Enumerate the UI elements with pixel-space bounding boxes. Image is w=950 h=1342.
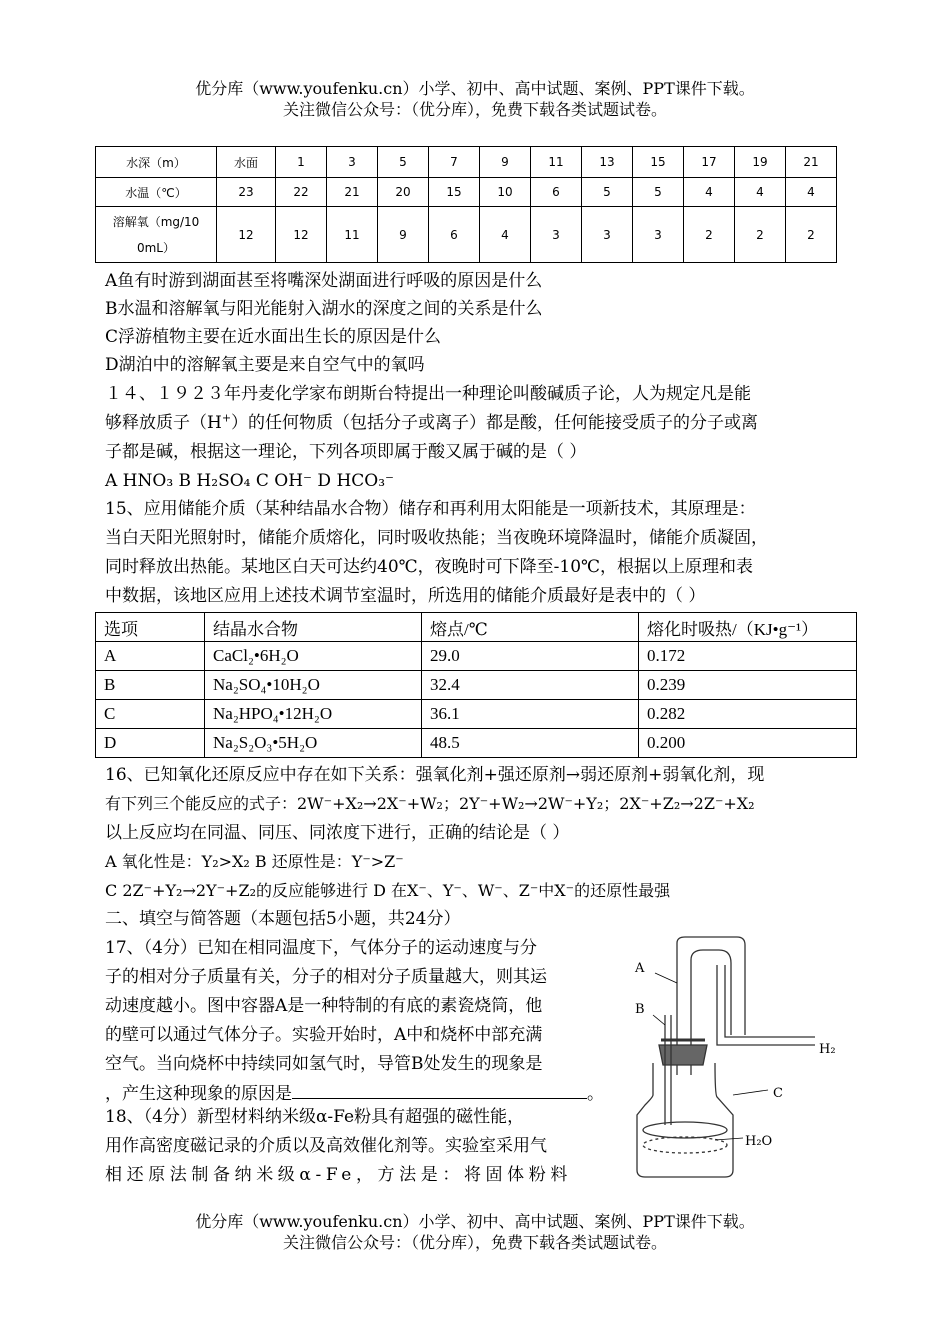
table-row: [96, 642, 857, 671]
q17-line-4: 的壁可以通过气体分子。实验开始时，A中和烧杯中部充满: [105, 1025, 543, 1045]
q15-line-3: 同时释放出热能。某地区白天可达约40℃，夜晚时可下降至-10℃，根据以上原理和表: [105, 557, 754, 577]
table-header: 熔点/℃: [422, 613, 639, 642]
table-row: [96, 700, 857, 729]
table-cell: 4: [786, 178, 837, 207]
table-cell: 11: [327, 207, 378, 263]
apparatus-figure: [625, 935, 855, 1185]
q14-line-2-a: 够释放质子（H: [105, 413, 222, 433]
table-cell: 6: [531, 178, 582, 207]
q16-line-2: 有下列三个能反应的式子：2W⁻+X₂→2X⁻+W₂；2Y⁻+W₂→2W⁻+Y₂；2X⁻+Z₂→2Z⁻+X₂: [105, 794, 755, 813]
q16-line-5: C 2Z⁻+Y₂→2Y⁻+Z₂的反应能够进行 D 在X⁻、Y⁻、W⁻、Z⁻中X⁻的还原性最强: [105, 881, 671, 900]
table-cell: 12: [276, 207, 327, 263]
footer-line-2: 关注微信公众号：（优分库），免费下载各类试题试卷。: [282, 1233, 667, 1252]
table-cell: C: [96, 700, 205, 729]
q18-line-2: 用作高密度磁记录的介质以及高效催化剂等。实验室采用气: [105, 1136, 547, 1156]
table-cell: B: [96, 671, 205, 700]
header-line-2: 关注微信公众号：（优分库），免费下载各类试题试卷。: [282, 100, 667, 119]
label-h2: H₂: [819, 1042, 836, 1057]
q13-option-a: A鱼有时游到湖面甚至将嘴深处湖面进行呼吸的原因是什么: [105, 271, 543, 291]
table-cell: 3: [531, 207, 582, 263]
table-cell: 4: [684, 178, 735, 207]
table-header: 结晶水合物: [205, 613, 422, 642]
q18-line-3: 相还原法制备纳米级α-Fe，方法是：将固体粉料: [105, 1165, 572, 1185]
table-cell: 7: [429, 147, 480, 178]
footer-line-1: 优分库（www.youfenku.cn）小学、初中、高中试题、案例、PPT课件下载。: [195, 1212, 755, 1231]
q14-line-3: 子都是碱，根据这一理论，下列各项即属于酸又属于碱的是（ ）: [105, 442, 587, 462]
table-cell: CaCl₂•6H₂O: [205, 642, 422, 671]
q14-line-2: [105, 412, 758, 434]
q17-line-6: [105, 1082, 604, 1105]
q14-options: A HNO₃ B H₂SO₄ C OH⁻ D HCO₃⁻: [105, 471, 395, 491]
table-cell: 4: [735, 178, 786, 207]
q16-line-3: 以上反应均在同温、同压、同浓度下进行，正确的结论是（ ）: [105, 823, 570, 843]
q14-line-2-b: ）的任何物质（包括分子或离子）都是酸，任何能接受质子的分子或离: [231, 413, 759, 433]
table-cell: 29.0: [422, 642, 639, 671]
table-cell: 10: [480, 178, 531, 207]
h2-inlet-tube: [717, 965, 815, 1045]
table-cell: 11: [531, 147, 582, 178]
table-cell: 9: [378, 207, 429, 263]
q15-line-1: 15、应用储能介质（某种结晶水合物）储存和再利用太阳能是一项新技术，其原理是：: [105, 499, 756, 519]
q17-last-b: 。: [587, 1084, 604, 1104]
table-cell: 15: [633, 147, 684, 178]
table-row: [96, 178, 837, 207]
row-label-line: 0mL）: [136, 240, 175, 255]
table-cell: 2: [786, 207, 837, 263]
table-cell: 5: [633, 178, 684, 207]
table-cell: 4: [480, 207, 531, 263]
row-label-line: 溶解氧（mg/10: [112, 214, 200, 229]
table-cell: 23: [217, 178, 276, 207]
table-cell: 6: [429, 207, 480, 263]
label-c: C: [773, 1086, 783, 1101]
table-cell: 17: [684, 147, 735, 178]
table-cell: 1: [276, 147, 327, 178]
table-cell: 2: [735, 207, 786, 263]
table-cell: Na₂HPO₄•12H₂O: [205, 700, 422, 729]
label-b: B: [635, 1002, 645, 1017]
answer-blank[interactable]: [292, 1082, 587, 1099]
table-cell: 5: [582, 178, 633, 207]
q14-line-1: １４、１９２３年丹麦化学家布朗斯台特提出一种理论叫酸碱质子论，人为规定凡是能: [105, 384, 751, 404]
header-line-1: 优分库（www.youfenku.cn）小学、初中、高中试题、案例、PPT课件下载。: [195, 79, 755, 98]
q17-line-1: 17、（4分）已知在相同温度下，气体分子的运动速度与分: [105, 938, 537, 958]
table-cell: 12: [217, 207, 276, 263]
section-title: 二、填空与简答题（本题包括5小题，共24分）: [105, 909, 461, 929]
table-header: 熔化时吸热/（KJ•g⁻¹）: [639, 613, 857, 642]
row-label: 水深（m）: [96, 147, 217, 178]
label-h2o: H₂O: [745, 1134, 773, 1149]
q16-line-1: 16、已知氧化还原反应中存在如下关系：强氧化剂+强还原剂→弱还原剂+弱氧化剂，现: [105, 765, 765, 785]
row-label: [96, 207, 217, 263]
q14-sup: +: [221, 411, 232, 425]
table-row: [96, 207, 837, 263]
q17-last-a: ，产生这种现象的原因是: [105, 1084, 292, 1104]
table-cell: 2: [684, 207, 735, 263]
table-cell: 21: [786, 147, 837, 178]
table-row: [96, 729, 857, 758]
lake-data-table: [95, 146, 837, 263]
label-a: A: [635, 961, 645, 976]
table-cell: 水面: [217, 147, 276, 178]
table-cell: 0.239: [639, 671, 857, 700]
table-cell: Na₂SO₄•10H₂O: [205, 671, 422, 700]
table-cell: 9: [480, 147, 531, 178]
q17-line-5: 空气。当向烧杯中持续同如氢气时，导管B处发生的现象是: [105, 1054, 543, 1074]
table-cell: 19: [735, 147, 786, 178]
table-cell: 32.4: [422, 671, 639, 700]
bottle: [637, 1063, 733, 1177]
table-cell: 15: [429, 178, 480, 207]
table-cell: D: [96, 729, 205, 758]
table-row: [96, 671, 857, 700]
table-cell: A: [96, 642, 205, 671]
table-cell: 3: [633, 207, 684, 263]
table-cell: 0.282: [639, 700, 857, 729]
q17-line-2: 子的相对分子质量有关，分子的相对分子质量越大，则其运: [105, 967, 547, 987]
table-cell: 3: [327, 147, 378, 178]
q17-line-3: 动速度越小。图中容器A是一种特制的有底的素瓷烧筒，他: [105, 996, 543, 1016]
table-cell: 3: [582, 207, 633, 263]
table-cell: Na₂S₂O₃•5H₂O: [205, 729, 422, 758]
q13-option-b: B水温和溶解氧与阳光能射入湖水的深度之间的关系是什么: [105, 299, 543, 319]
table-cell: 21: [327, 178, 378, 207]
table-header-row: [96, 613, 857, 642]
table-cell: 13: [582, 147, 633, 178]
q15-line-2: 当白天阳光照射时，储能介质熔化，同时吸收热能；当夜晚环境降温时，储能介质凝固，: [105, 528, 768, 548]
row-label: 水温（℃）: [96, 178, 217, 207]
table-cell: 5: [378, 147, 429, 178]
q13-option-c: C浮游植物主要在近水面出生长的原因是什么: [105, 327, 442, 347]
q16-line-4: A 氧化性是：Y₂>X₂ B 还原性是：Y⁻>Z⁻: [105, 852, 404, 871]
q18-line-1: 18、（4分）新型材料纳米级α-Fe粉具有超强的磁性能，: [105, 1107, 525, 1127]
q13-option-d: D湖泊中的溶解氧主要是来自空气中的氧吗: [105, 355, 425, 375]
table-cell: 48.5: [422, 729, 639, 758]
table-header: 选项: [96, 613, 205, 642]
stopper: [659, 1045, 707, 1065]
table-cell: 0.200: [639, 729, 857, 758]
water-surface: [643, 1122, 727, 1138]
table-cell: 36.1: [422, 700, 639, 729]
table-cell: 0.172: [639, 642, 857, 671]
table-cell: 22: [276, 178, 327, 207]
hydrate-table: [95, 612, 857, 758]
table-row: [96, 147, 837, 178]
table-cell: 20: [378, 178, 429, 207]
q15-line-4: 中数据，该地区应用上述技术调节室温时，所选用的储能介质最好是表中的（ ）: [105, 586, 706, 606]
